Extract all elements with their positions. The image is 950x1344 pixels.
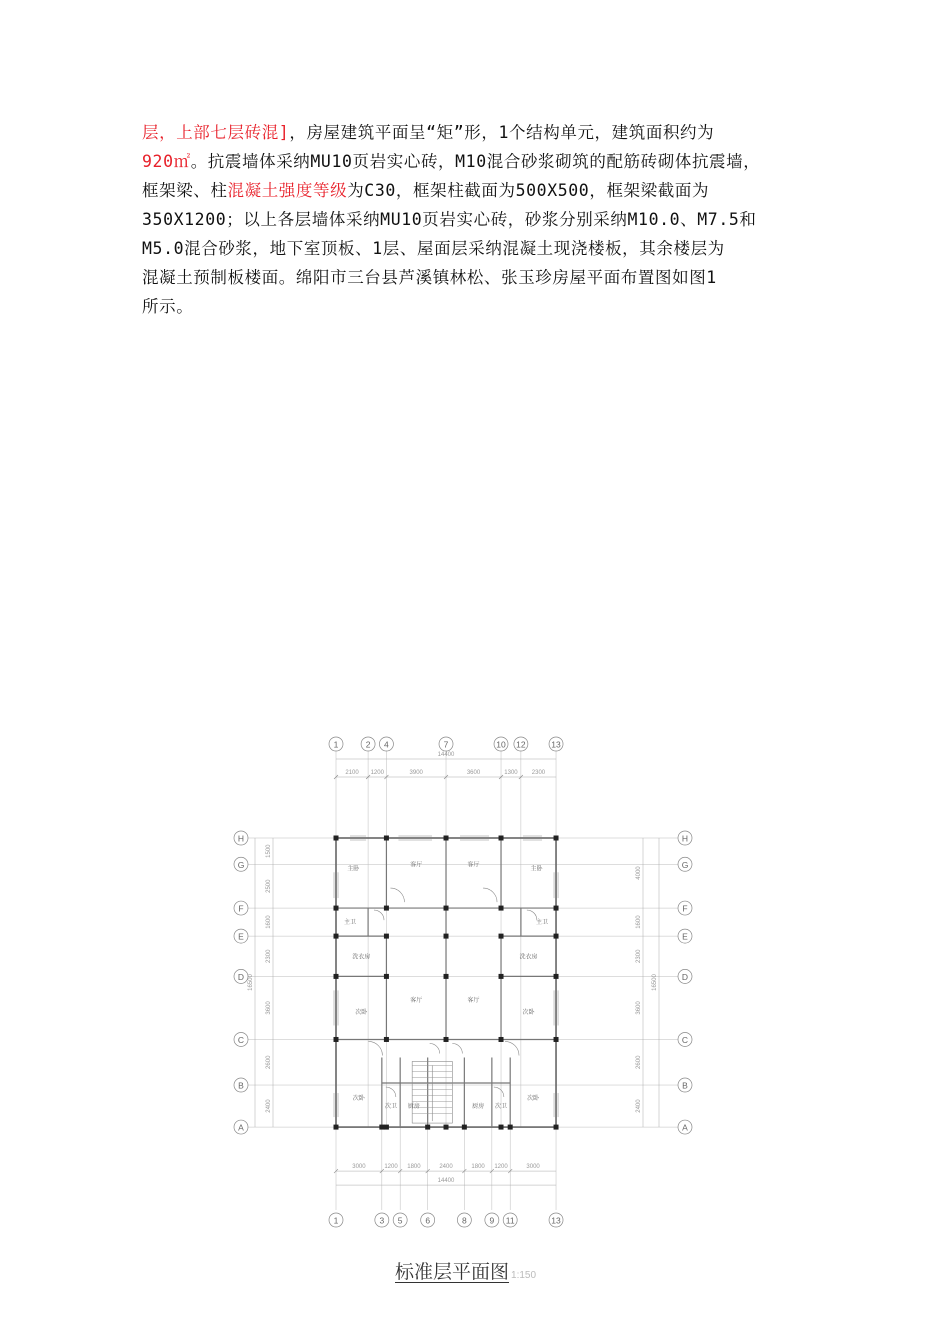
dim-text: 2500 — [266, 879, 272, 893]
column — [499, 906, 504, 911]
room-label: 次卧 — [522, 1009, 535, 1016]
paragraph-line-1 — [142, 118, 822, 147]
dim-text: 1200 — [370, 770, 384, 776]
axis-bubble-label: H — [237, 833, 245, 844]
column — [444, 836, 449, 841]
room-label: 客厅 — [467, 862, 480, 869]
axis-bubble-label: B — [682, 1080, 688, 1091]
axis-bubble-label: 13 — [551, 739, 561, 750]
room-label: 厨房 — [472, 1104, 485, 1111]
axis-bubble-label: E — [682, 931, 688, 942]
dim-text: 3600 — [266, 1001, 272, 1015]
door-swing — [483, 888, 497, 902]
dim-text: 1600 — [266, 915, 272, 929]
dim-total: 16500 — [652, 974, 658, 991]
axis-bubble-label: 10 — [496, 739, 506, 750]
column — [384, 836, 389, 841]
caption-scale: 1:150 — [511, 1270, 537, 1281]
floor-plan-drawing — [225, 730, 705, 1230]
door-swing — [430, 1043, 440, 1053]
column — [499, 836, 504, 841]
paragraph-line-4: 350X1200；以上各层墙体采纳MU10页岩实心砖，砂浆分别采纳M10.0、M7.5和 — [142, 210, 757, 229]
caption-title: 标准层平面图 — [395, 1261, 510, 1283]
paragraph-line-6: 混凝土预制板楼面。绵阳市三台县芦溪镇林松、张玉珍房屋平面布置图如图1 — [142, 268, 717, 287]
column — [444, 1125, 449, 1130]
drawing-caption — [395, 1257, 536, 1284]
door-swing — [452, 1043, 462, 1053]
column — [384, 1125, 389, 1130]
axis-bubble-label: E — [238, 931, 244, 942]
dim-text: 2400 — [636, 1099, 642, 1113]
column — [334, 1125, 339, 1130]
text-run: 框架梁、柱 — [142, 181, 228, 200]
dim-text: 3900 — [409, 770, 423, 776]
dim-text: 3600 — [466, 770, 481, 776]
dim-text: 1800 — [471, 1164, 485, 1171]
dim-text: 3600 — [636, 1001, 642, 1015]
column — [554, 836, 559, 841]
door-swing — [368, 1041, 382, 1055]
dim-total: 14400 — [437, 1178, 455, 1185]
axis-bubble-label: G — [237, 859, 245, 870]
dim-text: 2100 — [345, 770, 359, 776]
dim-text: 3000 — [352, 1164, 366, 1171]
column — [334, 906, 339, 911]
dim-text: 4000 — [636, 866, 642, 880]
column — [444, 934, 449, 939]
column — [334, 974, 339, 979]
dim-text: 2600 — [266, 1055, 272, 1069]
highlight-text: 混凝土强度等级 — [227, 181, 348, 200]
highlight-text: 920㎡ — [142, 152, 191, 171]
column — [462, 1125, 467, 1130]
door-swing — [386, 1087, 396, 1097]
column — [554, 974, 559, 979]
room-label: 主卫 — [343, 920, 357, 927]
column — [499, 1037, 504, 1042]
dim-text: 1200 — [494, 1164, 508, 1171]
axis-bubble-label: 3 — [379, 1215, 385, 1226]
dim-text: 1200 — [384, 1164, 398, 1171]
dim-text: 2300 — [531, 770, 546, 776]
dim-text: 2400 — [266, 1099, 272, 1113]
column — [384, 906, 389, 911]
dim-text: 2300 — [636, 949, 642, 963]
column — [499, 974, 504, 979]
text-run: 。抗震墙体采纳MU10页岩实心砖，M10混合砂浆砌筑的配筋砖砌体抗震墙， — [190, 152, 761, 171]
room-label: 次卧 — [352, 1096, 365, 1103]
axis-bubble-label: 4 — [384, 739, 389, 750]
axis-bubble-label: 7 — [443, 739, 449, 750]
dim-text: 2600 — [636, 1055, 642, 1069]
room-label: 洗衣房 — [519, 954, 538, 961]
paragraph-line-5: M5.0混合砂浆，地下室顶板、1层、屋面层采纳混凝土现浇楼板，其余楼层为 — [142, 239, 725, 258]
room-label: 客厅 — [467, 997, 480, 1004]
column — [379, 1125, 384, 1130]
text-run: ，房屋建筑平面呈“矩”形，1个结构单元，建筑面积约为 — [289, 123, 715, 142]
door-swing — [494, 1087, 504, 1097]
axis-bubble-label: 1 — [333, 739, 339, 750]
dim-text: 1300 — [504, 770, 518, 776]
room-label: 洗衣房 — [352, 954, 371, 961]
axis-bubble-label: 1 — [333, 1215, 339, 1226]
text-run: 为C30，框架柱截面为500X500，框架梁截面为 — [347, 181, 710, 200]
column — [554, 1125, 559, 1130]
column — [444, 906, 449, 911]
column — [554, 906, 559, 911]
paragraph-line-7: 所示。 — [142, 297, 194, 316]
axis-bubble-label: B — [238, 1080, 244, 1091]
room-label: 主卧 — [530, 866, 543, 873]
axis-bubble-label: 5 — [397, 1215, 403, 1226]
door-swing — [374, 910, 384, 920]
dim-text: 1600 — [636, 915, 642, 929]
axis-bubble-label: H — [681, 833, 689, 844]
column — [384, 1037, 389, 1042]
axis-bubble-label: 6 — [425, 1215, 431, 1226]
axis-bubble-label: F — [238, 903, 244, 914]
column — [334, 836, 339, 841]
column — [499, 934, 504, 939]
axis-bubble-label: 12 — [516, 739, 526, 750]
dim-text: 3000 — [526, 1164, 540, 1171]
door-swing — [390, 888, 404, 902]
axis-bubble-label: 11 — [505, 1215, 515, 1226]
axis-bubble-label: 9 — [489, 1215, 495, 1226]
column — [334, 1037, 339, 1042]
axis-bubble-label: 2 — [365, 739, 371, 750]
dim-text: 1500 — [266, 844, 272, 858]
dim-total: 14400 — [437, 752, 455, 758]
room-label: 次卧 — [355, 1009, 368, 1016]
column — [554, 1037, 559, 1042]
door-swing — [527, 910, 537, 920]
room-label: 主卧 — [347, 866, 360, 873]
axis-bubble-label: F — [682, 903, 688, 914]
column — [384, 974, 389, 979]
column — [334, 934, 339, 939]
room-label: 主卫 — [536, 920, 549, 927]
axis-bubble-label: A — [682, 1122, 688, 1133]
paragraph-line-3 — [142, 176, 822, 205]
room-label: 客厅 — [410, 862, 423, 869]
axis-bubble-label: 13 — [551, 1215, 561, 1226]
axis-bubble-label: A — [238, 1122, 244, 1133]
highlight-text: 层，上部七层砖混] — [142, 123, 290, 142]
door-swing — [505, 1041, 519, 1055]
dim-total: 16500 — [248, 974, 254, 991]
dim-text: 2300 — [266, 949, 272, 963]
axis-bubble-label: G — [681, 859, 689, 870]
room-label: 厨房 — [407, 1104, 420, 1111]
room-label: 次卫 — [385, 1104, 398, 1111]
body-paragraph — [142, 118, 822, 321]
paragraph-line-2 — [142, 147, 822, 176]
dim-text: 1800 — [407, 1164, 421, 1171]
axis-bubble-label: 8 — [461, 1215, 467, 1226]
room-label: 次卫 — [495, 1104, 508, 1111]
axis-bubble-label: C — [237, 1034, 245, 1045]
column — [425, 1125, 430, 1130]
column — [444, 974, 449, 979]
column — [508, 1125, 513, 1130]
axis-bubble-label: C — [681, 1034, 689, 1045]
column — [384, 934, 389, 939]
room-label: 客厅 — [410, 997, 423, 1004]
column — [444, 1037, 449, 1042]
column — [554, 934, 559, 939]
room-label: 次卧 — [527, 1096, 540, 1103]
axis-bubble-label: D — [237, 971, 245, 982]
column — [499, 1125, 504, 1130]
axis-bubble-label: D — [681, 971, 689, 982]
dim-text: 2400 — [439, 1164, 453, 1171]
